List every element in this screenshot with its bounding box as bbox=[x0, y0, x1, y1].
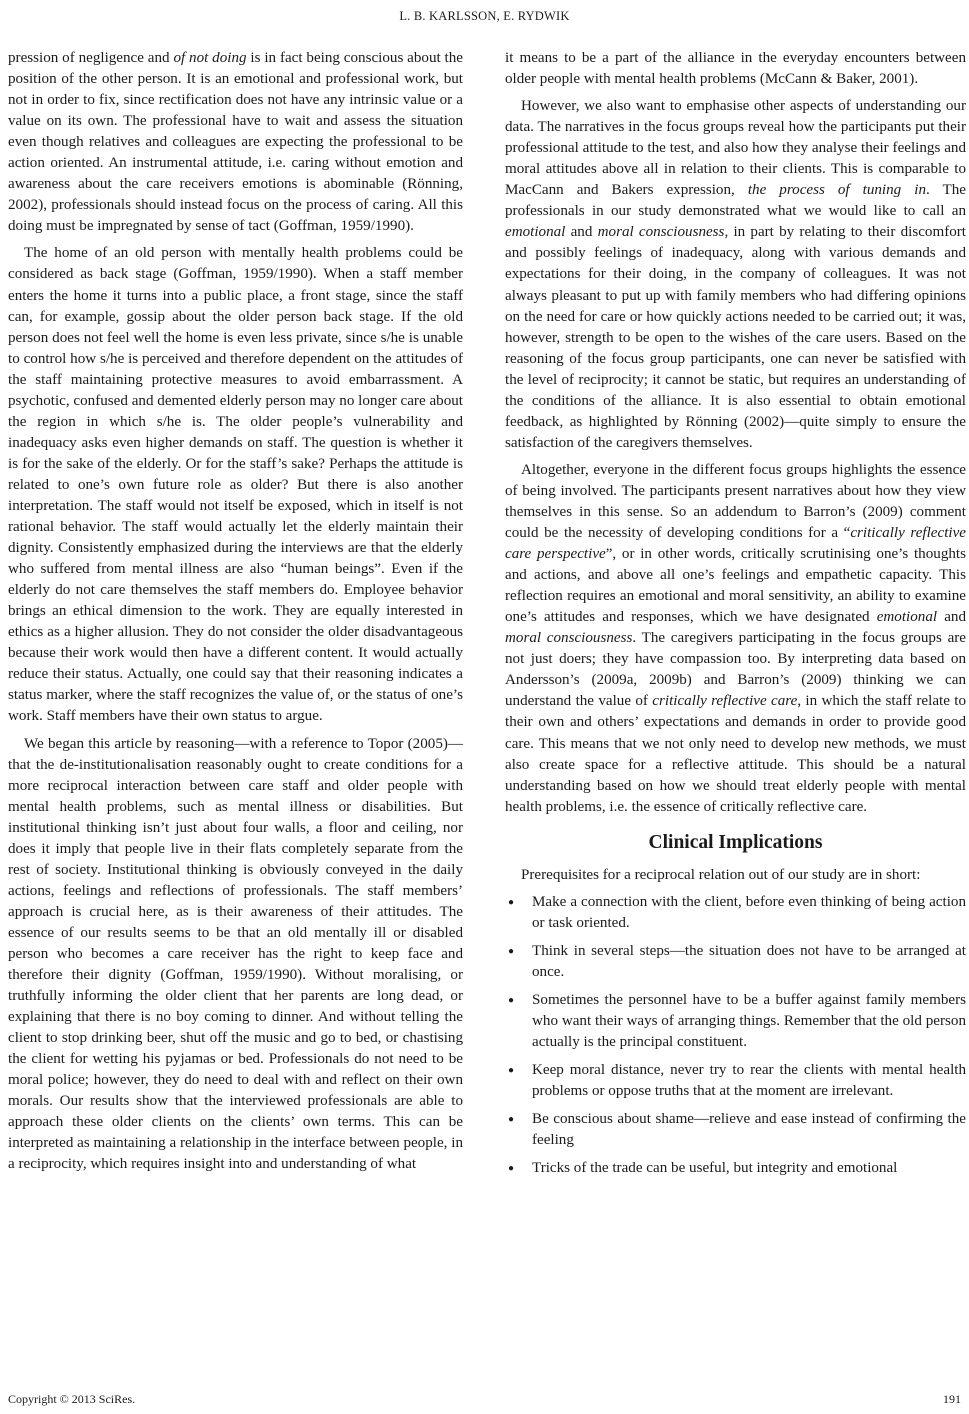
left-column bbox=[8, 48, 463, 1181]
page-number: 191 bbox=[943, 1392, 961, 1406]
list-item bbox=[505, 990, 966, 1053]
copyright-notice: Copyright © 2013 SciRes. bbox=[8, 1392, 136, 1406]
list-item bbox=[505, 1060, 966, 1102]
paragraph: it means to be a part of the alliance in the everyday encounters between older people with mental health problems (McCann & Baker, 2001). bbox=[505, 50, 966, 88]
text-run: ”, or in other words, critically scrutinising one’s thoughts and actions, and above all one’s feelings and empathetic capacity. This reflection requires an emotional and moral sensitivity, an ability to examine one’s attitudes and responses, which we have designated bbox=[505, 546, 966, 626]
list-item-text: Keep moral distance, never try to rear the clients with mental health problems or oppose truths that at the moment are irrelevant. bbox=[532, 1062, 966, 1100]
paragraph bbox=[505, 96, 966, 454]
bullet-icon: ● bbox=[508, 1163, 515, 1175]
list-item-text: Think in several steps—the situation does not have to be arranged at once. bbox=[532, 942, 966, 980]
list-item-text: Make a connection with the client, before even thinking of being action or task oriented. bbox=[532, 893, 966, 931]
paragraph: The home of an old person with mentally health problems could be considered as back stage (Goffman, 1959/1990). When a staff member enters the home it turns into a public place, a front stage, since the staff can, for example, gossip about the older person back stage. If the old person does not feel well the home is even less private, since s/he is unable to control how s/he is perceived and therefore dependent on the attitudes of the staff maintaining protective measures to avoid embarrassment. A psychotic, confused and demented elderly person may no longer care about the region in which s/he is. The older people’s vulnerability and inadequacy asks even higher demands on staff. The question is whether it is for the sake of the elderly. Or for the staff’s sake? Perhaps the attitude is related to one’s own future role as older? But there is also another interpretation. The staff would not itself be exposed, which in itself is not rational behavior. The staff would actually let the elderly maintain their dignity. Consistently emphasized during the interviews are that the elderly who suffered from mental illness are also “human beings”. Even if the elderly do not care themselves the staff members do. Employee behavior brings an ethical dimension to the work. They are equally interested in ethics as a higher allusion. They do not consider the older disadvantageous because their work would then have a different content. It would actually reduce their status. Actually, one could say that their reasoning indicates a status marker, where the staff recognizes the value of, or the status of one’s work. Staff members have their own status to argue. bbox=[8, 245, 463, 725]
running-head: L. B. KARLSSON, E. RYDWIK bbox=[399, 9, 570, 23]
bullet-icon: ● bbox=[508, 1114, 515, 1126]
italic-term: emotional bbox=[876, 609, 938, 626]
text-run: , in part by relating to their discomfort and possibly feelings of inadequacy, along with various demands and expectations for their doing, in the company of colleagues. It was not always pleasant to put up with family members who had differing opinions on the need for care or how quickly actions needed to be carried out; it was, however, strength to be open to the wishes of the care users. Based on the reasoning of the focus group participants, one can never be satisfied with the level of reciprocity; it cannot be static, but requires an understanding of the conditions of the alliance. It is also essential to obtain emotional feedback, as highlighted by Rönning (2002)—quite simply to ensure the satisfaction of the caregivers themselves. bbox=[505, 224, 966, 451]
italic-term: moral consciousness bbox=[597, 224, 725, 241]
italic-term: emotional bbox=[505, 224, 566, 241]
text-run: pression of negligence and bbox=[8, 50, 174, 66]
text-run: . The caregivers participating in the focus groups are not just doers; they have compassion too. By interpreting data based on Andersson’s (2009a, 2009b) and Barron’s (2009) thinking we can understand the value of bbox=[505, 630, 966, 710]
text-run: is in fact being conscious about the position of the other person. It is an emotional and professional work, but not in order to fix, since rectification does not have any intrinsic value or a value on its own. The professional have to wait and assess the situation even though relatives and colleagues are expecting the professional to be action oriented. An instrumental attitude, i.e. caring without emotion and awareness about the care receivers emotions is abominable (Rönning, 2002), professionals should instead focus on the process of caring. All this doing must be impregnated by sense of tact (Goffman, 1959/1990). bbox=[8, 50, 463, 235]
bullet-icon: ● bbox=[508, 945, 515, 957]
text-run: , in which the staff relate to their own and others’ expectations and demands in order to provide good care. This means that we not only need to develop new methods, we must also create space for a reflective attitude. This should be a natural understanding based on how we should treat elderly people with mental health problems, i.e. the essence of critically reflective care. bbox=[505, 693, 966, 815]
bullet-icon: ● bbox=[508, 896, 515, 908]
text-run: However, we also want to emphasise other aspects of understanding our data. The narratives in the focus groups reveal how the participants put their professional attitude to the test, and also how they analyse their feelings and moral attitudes above all in relation to their clients. This is comparable to MacCann and Bakers expression, bbox=[505, 98, 966, 199]
paragraph: We began this article by reasoning—with a reference to Topor (2005)—that the de-institutionalisation reasonably ought to create conditions for a more reciprocal interaction between care staff and older people with mental health problems, such as mental illness or disabilities. But institutional thinking isn’t just about four walls, a floor and ceiling, nor does it imply that people live in their flats completely separate from the rest of society. Institutional thinking is obviously conveyed in the daily actions, feelings and reflections of professionals. The staff members’ approach is crucial here, as is their awareness of their attitudes. The essence of our results seems to be that an old mentally ill or disabled person who becomes a care receiver has the right to keep face and therefore their dignity (Goffman, 1959/1990). Without moralising, or truthfully informing the older client that her parents are long dead, or explaining that there is no boy coming to dinner. And without telling the client to stop drinking beer, shut off the music and go to bed, or chastising the client for wetting his pyjamas or bed. Professionals do not need to be moral police; however, they do need to deal with and reflect on their own morals. Our results show that the interviewed professionals are able to approach these older clients on the clients’ own terms. This can be interpreted as maintaining a relationship in the interface between people, in a reciprocity, which requires insight into and understanding of what bbox=[8, 735, 463, 1173]
italic-term: the process of tuning in bbox=[747, 182, 926, 199]
italic-term: moral consciousness bbox=[505, 630, 633, 647]
italic-term: of not doing bbox=[173, 50, 247, 66]
section-heading: Clinical Implications bbox=[648, 831, 823, 853]
bullet-icon: ● bbox=[508, 994, 515, 1006]
list-item-text: Sometimes the personnel have to be a buffer against family members who want their ways of arranging things. Remember that the old person actually is the principal constituent. bbox=[532, 991, 966, 1051]
list-item bbox=[505, 892, 966, 934]
right-column bbox=[505, 48, 966, 1186]
list-item-text: Tricks of the trade can be useful, but integrity and emotional bbox=[532, 1160, 898, 1177]
list-item bbox=[505, 941, 966, 983]
text-run: Altogether, everyone in the different focus groups highlights the essence of being involved. The participants present narratives about how they view themselves in this sense. So an addendum to Barron’s (2009) comment could be the necessity of developing conditions for a “ bbox=[505, 461, 966, 542]
text-run: . The professionals in our study demonstrated what we would like to call an bbox=[505, 182, 966, 220]
list-item bbox=[505, 1158, 966, 1179]
bullet-icon: ● bbox=[508, 1065, 515, 1077]
paragraph bbox=[8, 48, 463, 237]
list-item-text: Be conscious about shame—relieve and ease instead of confirming the feeling bbox=[532, 1111, 966, 1149]
text-run: and bbox=[565, 224, 598, 241]
list-item bbox=[505, 1109, 966, 1151]
implications-list bbox=[505, 892, 966, 1180]
paragraph: Prerequisites for a reciprocal relation out of our study are in short: bbox=[521, 866, 921, 883]
italic-term: critically reflective care perspective bbox=[505, 525, 966, 563]
text-run: and bbox=[937, 609, 966, 626]
paragraph bbox=[505, 460, 966, 818]
italic-term: critically reflective care bbox=[652, 693, 798, 710]
